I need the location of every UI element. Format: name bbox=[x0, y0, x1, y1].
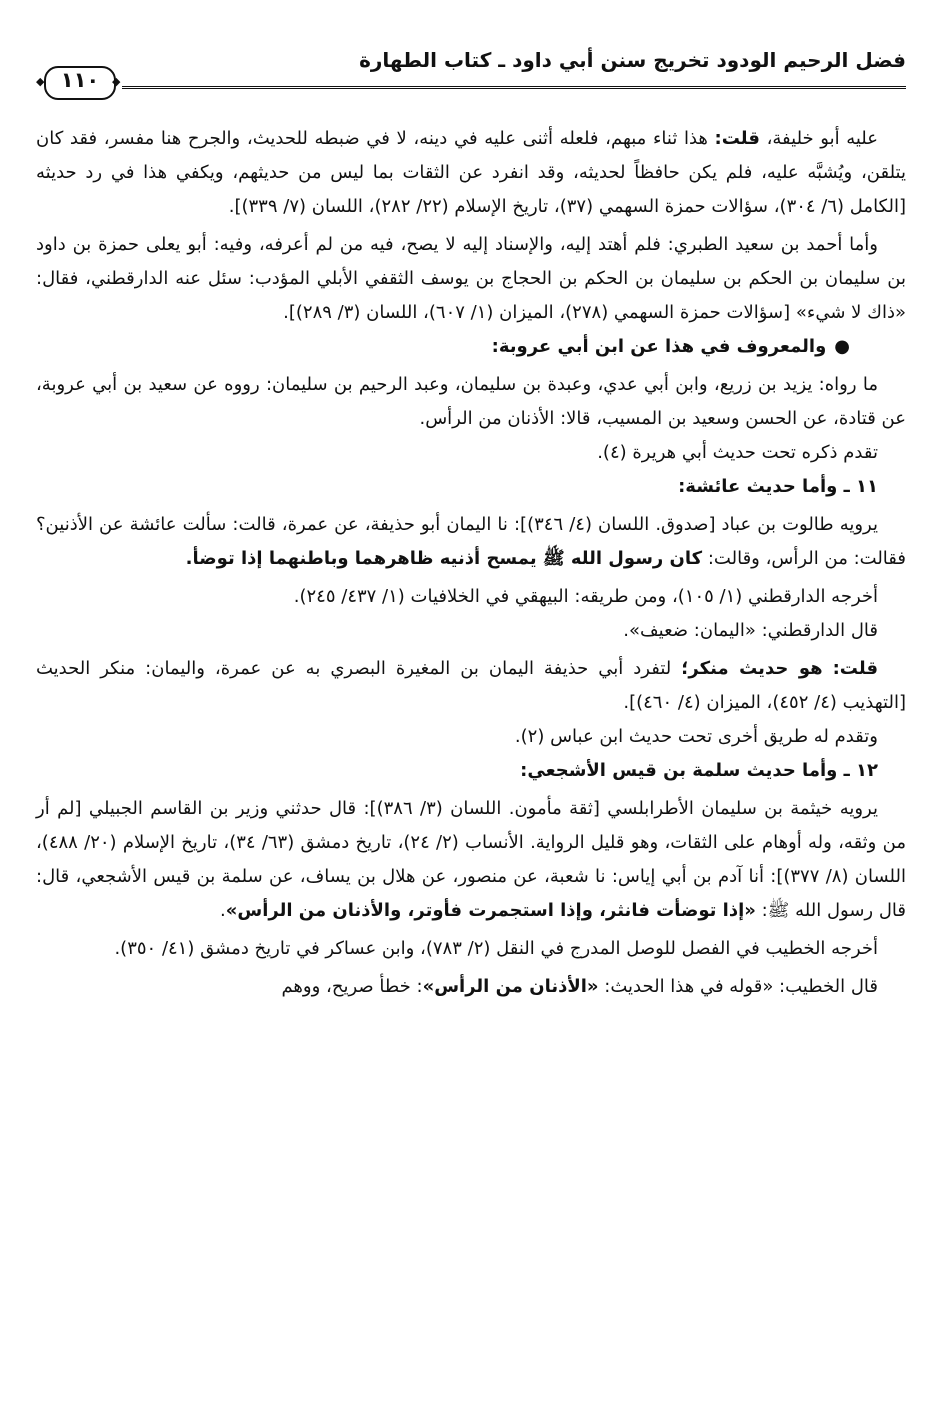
bold-text: هو حديث منكر؛ bbox=[681, 658, 823, 679]
paragraph bbox=[36, 652, 906, 720]
paragraph bbox=[36, 932, 906, 966]
paragraph bbox=[36, 368, 906, 436]
bold-text: ١٢ ـ وأما حديث سلمة بن قيس الأشجعي: bbox=[520, 760, 878, 781]
paragraph bbox=[36, 436, 906, 470]
paragraph bbox=[36, 470, 906, 504]
text-run bbox=[823, 658, 833, 679]
bullet-icon: ● bbox=[834, 336, 850, 357]
right-ornament-icon: ◆ bbox=[112, 75, 121, 88]
bold-text: ١١ ـ وأما حديث عائشة: bbox=[678, 476, 878, 497]
text-run: عليه أبو خليفة، bbox=[759, 128, 878, 149]
page-number: ١١٠ bbox=[60, 68, 100, 92]
left-ornament-icon: ◆ bbox=[36, 75, 45, 88]
running-title: فضل الرحيم الودود تخريج سنن أبي داود ـ كتاب الطهارة bbox=[359, 48, 906, 72]
text-run: يرويه خيثمة بن سليمان الأطرابلسي [ثقة مأمون. اللسان (٣/ ٣٨٦)]: قال حدثني وزير بن القاسم الجبيلي [لم أر من وثقه، وله أوهام على الثقات، وهو قليل الرواية. الأنساب (٢/ ٢٤)، تاريخ دمشق (٦٣/ ٣٤)، تاريخ الإسلام (٢٠/ ٤٨٨)، اللسان (٨/ ٣٧٧)]: أنا آدم بن أبي إياس: نا شعبة، عن منصور، عن هلال بن يساف، عن سلمة بن قيس الأشجعي، قال: قال رسول الله ﷺ: bbox=[36, 798, 906, 921]
paragraph bbox=[36, 228, 906, 330]
text-run: لتفرد أبي حذيفة اليمان بن المغيرة البصري به عن عمرة، واليمان: منكر الحديث [التهذيب (٤/ ٤٥٢)، الميزان (٤/ ٤٦٠)]. bbox=[36, 658, 906, 713]
text-run: وتقدم له طريق أخرى تحت حديث ابن عباس (٢). bbox=[514, 726, 878, 747]
bold-text: قلت: bbox=[714, 128, 760, 149]
book-page bbox=[36, 40, 906, 1390]
paragraph bbox=[36, 122, 906, 224]
paragraph bbox=[36, 330, 906, 364]
text-run: : خطأ صريح، ووهم bbox=[281, 976, 423, 997]
bold-text: والمعروف في هذا عن ابن أبي عروبة: bbox=[491, 336, 827, 357]
text-run: يرويه طالوت بن عباد [صدوق. اللسان (٤/ ٣٤٦)]: نا اليمان أبو حذيفة، عن عمرة، قالت: سألت عائشة عن الأذنين؟ فقالت: من الرأس، وقالت: bbox=[36, 514, 906, 569]
text-run: وأما أحمد بن سعيد الطبري: فلم أهتد إليه، والإسناد إليه لا يصح، فيه من لم أعرفه، وفيه: أبو يعلى حمزة بن داود بن سليمان بن الحكم بن سليمان بن الحكم بن الحجاج بن يوسف الثقفي الأبلي المؤدب: سئل عنه الدارقطني، فقال: «ذاك لا شيء» [سؤالات حمزة السهمي (٢٧٨)، الميزان (١/ ٦٠٧)، اللسان (٣/ ٢٨٩)]. bbox=[36, 234, 906, 323]
paragraph bbox=[36, 508, 906, 576]
header-rule bbox=[36, 86, 906, 89]
text-run: أخرجه الخطيب في الفصل للوصل المدرج في النقل (٢/ ٧٨٣)، وابن عساكر في تاريخ دمشق (٤١/ ٣٥٠). bbox=[114, 938, 878, 959]
bold-text: كان رسول الله ﷺ يمسح أذنيه ظاهرهما وباطنهما إذا توضأ. bbox=[185, 548, 703, 569]
text-run: أخرجه الدارقطني (١/ ١٠٥)، ومن طريقه: البيهقي في الخلافيات (١/ ٤٣٧/ ٢٤٥). bbox=[293, 586, 878, 607]
bold-text: «الأذنان من الرأس» bbox=[422, 976, 599, 997]
text-run: تقدم ذكره تحت حديث أبي هريرة (٤). bbox=[597, 442, 878, 463]
paragraph bbox=[36, 970, 906, 1004]
text-run: ما رواه: يزيد بن زريع، وابن أبي عدي، وعبدة بن سليمان، وعبد الرحيم بن سليمان: رووه عن سعيد بن أبي عروبة، عن قتادة، عن الحسن وسعيد بن المسيب، قالا: الأذنان من الرأس. bbox=[36, 374, 906, 429]
page-number-box bbox=[36, 66, 122, 100]
paragraph bbox=[36, 754, 906, 788]
text-run: قال الخطيب: «قوله في هذا الحديث: bbox=[598, 976, 878, 997]
text-run: هذا ثناء مبهم، فلعله أثنى عليه في دينه، لا في ضبطه للحديث، والجرح هنا مفسر، فقد كان يتلقن، ويُشبَّه عليه، فلم يكن حافظاً لحديثه، وقد انفرد عن الثقات بما ليس من حديثهم، ويكفي هذا في رد حديثه [الكامل (٦/ ٣٠٤)، سؤالات حمزة السهمي (٣٧)، تاريخ الإسلام (٢٢/ ٢٨٢)، اللسان (٧/ ٣٣٩)]. bbox=[36, 128, 906, 217]
page-header bbox=[36, 40, 906, 92]
paragraph bbox=[36, 792, 906, 928]
paragraph bbox=[36, 614, 906, 648]
page-body bbox=[36, 122, 906, 1004]
bold-text: «إذا توضأت فانثر، وإذا استجمرت فأوتر، والأذنان من الرأس» bbox=[225, 900, 756, 921]
bold-text: قلت: bbox=[832, 658, 878, 679]
text-run: . bbox=[220, 900, 226, 921]
paragraph bbox=[36, 720, 906, 754]
text-run: قال الدارقطني: «اليمان: ضعيف». bbox=[623, 620, 878, 641]
paragraph bbox=[36, 580, 906, 614]
